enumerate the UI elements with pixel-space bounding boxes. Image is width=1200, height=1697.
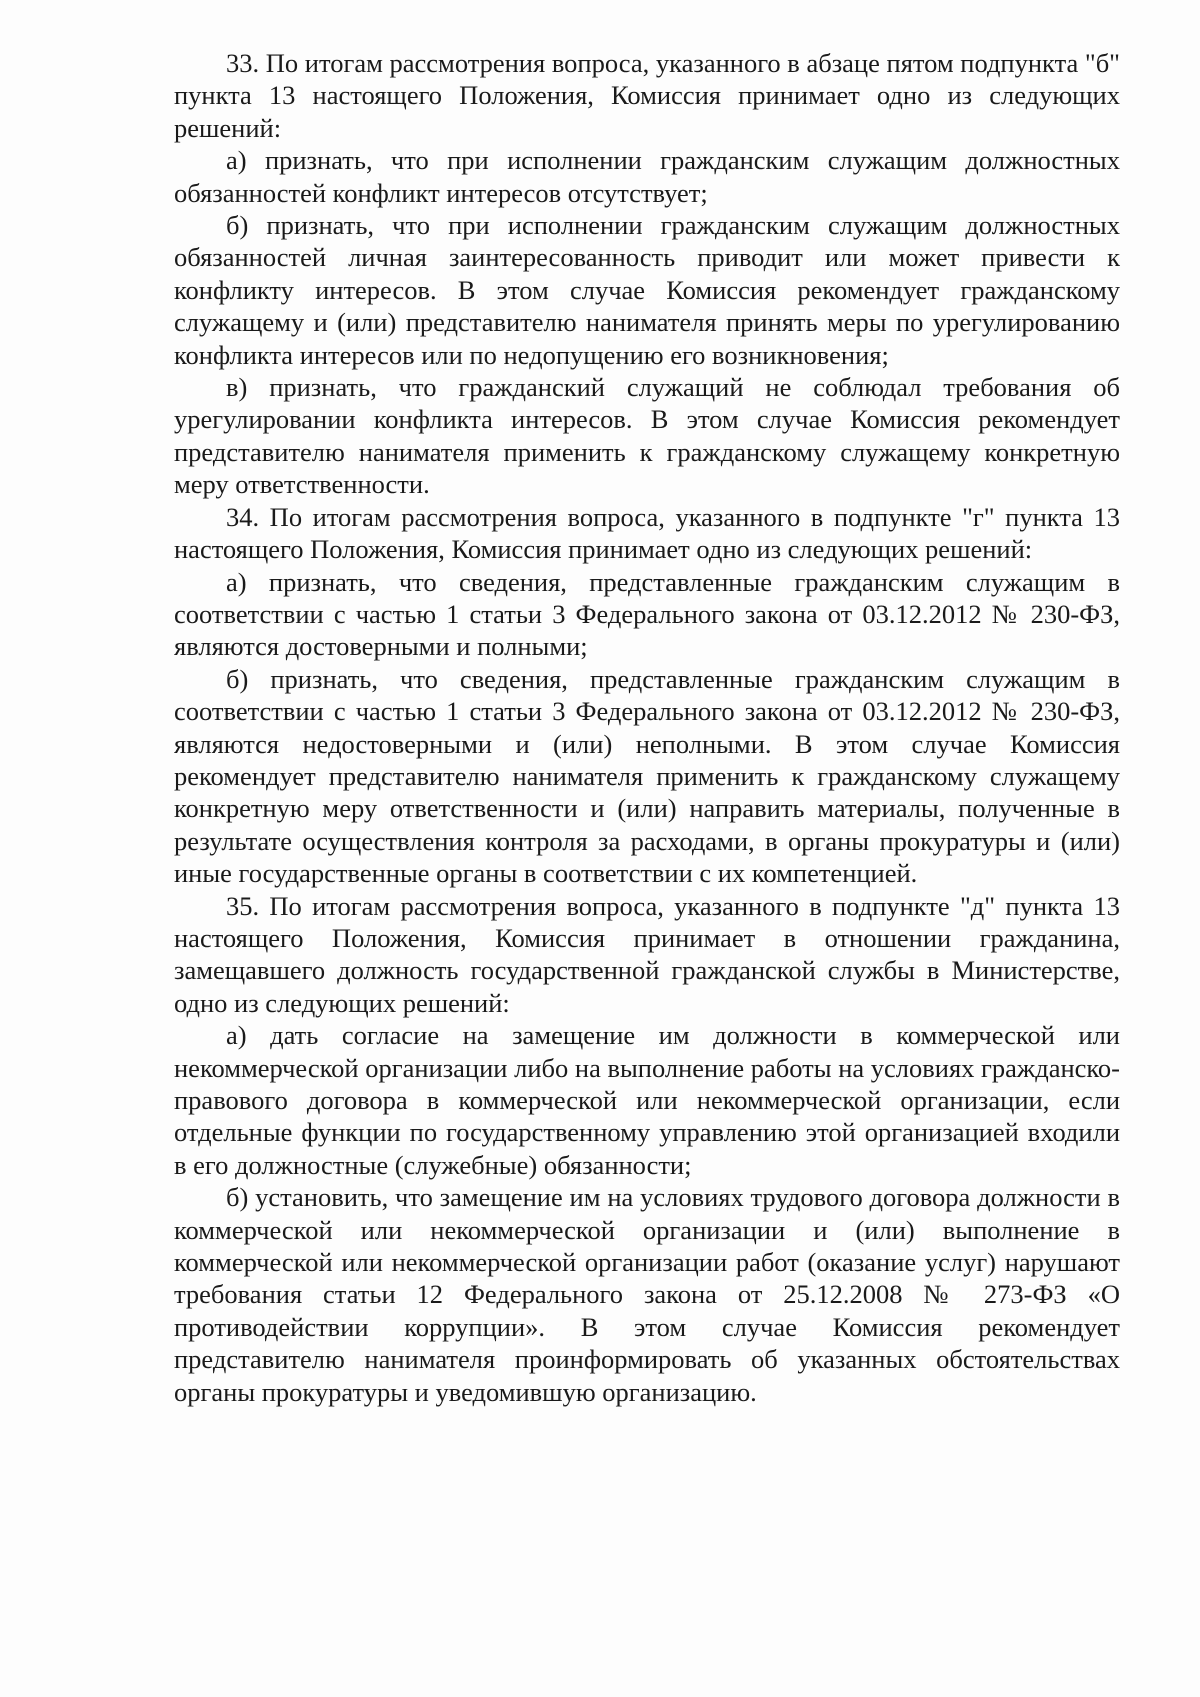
paragraph-35-a: а) дать согласие на замещение им должности в коммерческой или некоммерческой организации либо на выполнение работы на условиях гражданско-правового договора в коммерческой или некоммерческой организации, если отдельные функции по государственному управлению этой организацией входили в его должностные (служебные) обязанности; <box>174 1020 1120 1180</box>
paragraph-33: 33. По итогам рассмотрения вопроса, указанного в абзаце пятом подпункта "б" пункта 13 настоящего Положения, Комиссия принимает одно из следующих решений: <box>174 48 1120 143</box>
paragraph-33-a: а) признать, что при исполнении гражданским служащим должностных обязанностей конфликт интересов отсутствует; <box>174 145 1120 208</box>
paragraph-33-b: б) признать, что при исполнении гражданским служащим должностных обязанностей личная заинтересованность приводит или может привести к конфликту интересов. В этом случае Комиссия рекомендует гражданскому служащему и (или) представителю нанимателя принять меры по урегулированию конфликта интересов или по недопущению его возникновения; <box>174 210 1120 370</box>
paragraph-35: 35. По итогам рассмотрения вопроса, указанного в подпункте "д" пункта 13 настоящего Положения, Комиссия принимает в отношении гражданина, замещавшего должность государственной гражданской службы в Министерстве, одно из следующих решений: <box>174 890 1120 1018</box>
paragraph-33-v: в) признать, что гражданский служащий не соблюдал требования об урегулировании конфликта интересов. В этом случае Комиссия рекомендует представителю нанимателя применить к гражданскому служащему конкретную меру ответственности. <box>174 372 1120 500</box>
paragraph-34-b: б) признать, что сведения, представленные гражданским служащим в соответствии с частью 1 статьи 3 Федерального закона от 03.12.2012 № 230-ФЗ, являются недостоверными и (или) неполными. В этом случае Комиссия рекомендует представителю нанимателя применить к гражданскому служащему конкретную меру ответственности и (или) направить материалы, полученные в результате осуществления контроля за расходами, в органы прокуратуры и (или) иные государственные органы в соответствии с их компетенцией. <box>174 663 1120 889</box>
paragraph-34-a: а) признать, что сведения, представленные гражданским служащим в соответствии с частью 1 статьи 3 Федерального закона от 03.12.2012 № 230-ФЗ, являются достоверными и полными; <box>174 566 1120 662</box>
document-body <box>174 47 1120 1408</box>
paragraph-35-b: б) установить, что замещение им на условиях трудового договора должности в коммерческой или некоммерческой организации и (или) выполнение в коммерческой или некоммерческой организации работ (оказание услуг) нарушают требования статьи 12 Федерального закона от 25.12.2008 № 273-ФЗ «О противодействии коррупции». В этом случае Комиссия рекомендует представителю нанимателя проинформировать об указанных обстоятельствах органы прокуратуры и уведомившую организацию. <box>174 1182 1120 1407</box>
paragraph-34: 34. По итогам рассмотрения вопроса, указанного в подпункте "г" пункта 13 настоящего Положения, Комиссия принимает одно из следующих решений: <box>174 501 1120 565</box>
